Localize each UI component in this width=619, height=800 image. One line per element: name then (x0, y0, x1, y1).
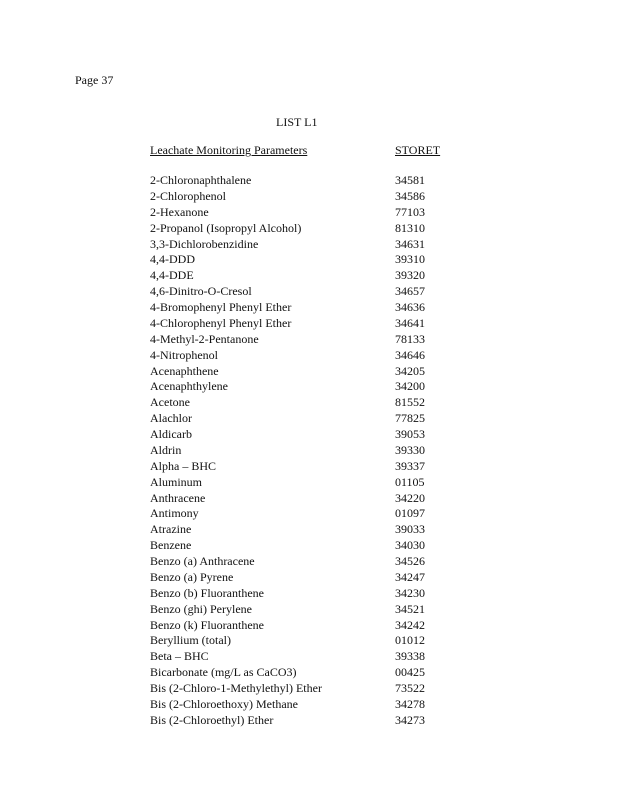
storet-code: 34526 (395, 554, 425, 568)
parameter-name: 2-Propanol (Isopropyl Alcohol) (150, 220, 302, 235)
parameter-name: 3,3-Dichlorobenzidine (150, 236, 259, 251)
storet-code: 34247 (395, 569, 425, 584)
storet-code: 34636 (395, 300, 425, 314)
list-item (0, 395, 619, 411)
storet-code: 34657 (395, 284, 425, 299)
list-item (0, 364, 619, 380)
parameter-name: Alpha – BHC (150, 458, 216, 473)
storet-code: 34631 (395, 236, 425, 251)
parameter-name: 4-Nitrophenol (150, 347, 218, 362)
parameter-name: Bis (2-Chloroethoxy) Methane (150, 696, 298, 711)
parameter-name: Benzo (a) Anthracene (150, 554, 255, 568)
storet-code: 34242 (395, 617, 425, 632)
list-item (0, 506, 619, 522)
storet-code: 34646 (395, 347, 425, 362)
parameter-name: Bis (2-Chloroethyl) Ether (150, 712, 274, 727)
storet-code: 01012 (395, 633, 425, 648)
list-item (0, 252, 619, 268)
list-item (0, 602, 619, 618)
storet-code: 39053 (395, 427, 425, 441)
list-item (0, 427, 619, 443)
parameter-name: Benzo (b) Fluoranthene (150, 585, 264, 600)
list-item (0, 173, 619, 189)
storet-code: 77825 (395, 411, 425, 426)
storet-code: 39337 (395, 458, 425, 473)
list-item (0, 538, 619, 554)
list-item (0, 316, 619, 332)
storet-code: 39320 (395, 268, 425, 283)
storet-code: 81310 (395, 220, 425, 235)
list-item (0, 586, 619, 602)
parameter-name: 4-Chlorophenyl Phenyl Ether (150, 315, 292, 330)
list-item (0, 522, 619, 538)
list-item (0, 411, 619, 427)
storet-code: 77103 (395, 204, 425, 219)
list-item (0, 681, 619, 697)
list-title: LIST L1 (276, 115, 318, 129)
list-item (0, 379, 619, 395)
list-item (0, 443, 619, 459)
storet-code: 34278 (395, 696, 425, 711)
storet-code: 73522 (395, 681, 425, 695)
list-item (0, 618, 619, 634)
column-header-storet: STORET (395, 143, 441, 157)
storet-code: 34230 (395, 585, 425, 600)
list-item (0, 284, 619, 300)
parameter-name: Benzo (a) Pyrene (150, 569, 234, 584)
parameter-name: Acenaphthylene (150, 379, 228, 394)
parameter-name: Benzene (150, 538, 192, 553)
list-item (0, 697, 619, 713)
column-header-parameter: Leachate Monitoring Parameters (150, 143, 308, 157)
list-item (0, 649, 619, 665)
parameter-name: Antimony (150, 506, 199, 521)
parameter-name: Atrazine (150, 522, 192, 537)
storet-code: 01097 (395, 506, 425, 521)
storet-code: 00425 (395, 665, 425, 680)
list-item (0, 459, 619, 475)
parameter-name: 4-Methyl-2-Pentanone (150, 331, 259, 346)
parameter-name: Acetone (150, 395, 190, 410)
parameter-name: Aldicarb (150, 427, 192, 441)
storet-code: 34521 (395, 601, 425, 616)
parameter-name: 2-Chlorophenol (150, 188, 226, 203)
parameter-name: 4,6-Dinitro-O-Cresol (150, 284, 252, 299)
parameter-name: Benzo (ghi) Perylene (150, 601, 252, 616)
storet-code: 39310 (395, 252, 425, 267)
storet-code: 34581 (395, 173, 425, 187)
parameter-name: Anthracene (150, 490, 206, 505)
parameter-name: Beryllium (total) (150, 633, 231, 648)
list-item (0, 633, 619, 649)
parameter-name: 2-Hexanone (150, 204, 209, 219)
parameter-list (0, 173, 619, 729)
parameter-name: Aluminum (150, 474, 203, 489)
storet-code: 39330 (395, 442, 425, 457)
list-item (0, 348, 619, 364)
storet-code: 34641 (395, 315, 425, 330)
storet-code: 34030 (395, 538, 425, 553)
parameter-name: 4,4-DDD (150, 252, 195, 267)
parameter-name: Alachlor (150, 411, 192, 426)
storet-code: 34200 (395, 379, 425, 394)
storet-code: 34205 (395, 363, 425, 378)
list-item (0, 268, 619, 284)
storet-code: 78133 (395, 331, 425, 346)
parameter-name: Bis (2-Chloro-1-Methylethyl) Ether (150, 681, 322, 695)
parameter-name: Aldrin (150, 442, 182, 457)
list-item (0, 713, 619, 729)
storet-code: 34273 (395, 712, 425, 727)
list-item (0, 665, 619, 681)
list-item (0, 300, 619, 316)
list-item (0, 205, 619, 221)
storet-code: 39338 (395, 649, 425, 664)
parameter-name: 4-Bromophenyl Phenyl Ether (150, 300, 292, 314)
list-item (0, 554, 619, 570)
list-item (0, 189, 619, 205)
parameter-name: 2-Chloronaphthalene (150, 173, 252, 187)
storet-code: 34586 (395, 188, 425, 203)
parameter-name: Beta – BHC (150, 649, 209, 664)
storet-code: 01105 (395, 474, 425, 489)
list-item (0, 221, 619, 237)
list-item (0, 491, 619, 507)
parameter-name: Benzo (k) Fluoranthene (150, 617, 264, 632)
parameter-name: Acenaphthene (150, 363, 219, 378)
list-item (0, 475, 619, 491)
page-number: Page 37 (75, 73, 114, 87)
parameter-name: 4,4-DDE (150, 268, 194, 283)
list-item (0, 237, 619, 253)
storet-code: 34220 (395, 490, 425, 505)
list-item (0, 332, 619, 348)
storet-code: 81552 (395, 395, 425, 410)
list-item (0, 570, 619, 586)
storet-code: 39033 (395, 522, 425, 537)
parameter-name: Bicarbonate (mg/L as CaCO3) (150, 665, 297, 680)
